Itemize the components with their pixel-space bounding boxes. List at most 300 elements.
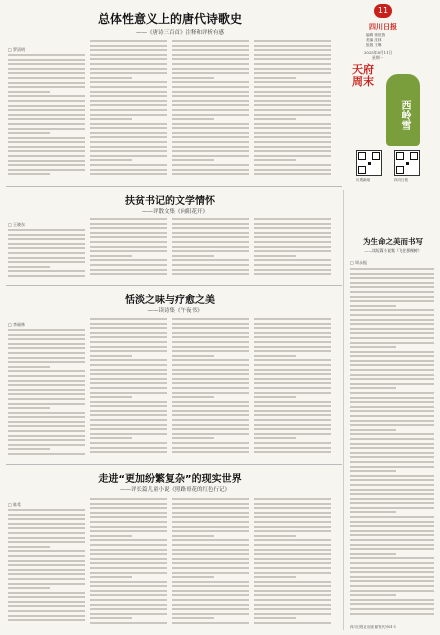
text-line: [90, 72, 167, 74]
text-line: [8, 338, 85, 340]
text-line: [90, 132, 167, 134]
text-line: [8, 389, 85, 391]
text-line: [172, 392, 249, 394]
text-line: [90, 118, 132, 120]
text-line: [90, 45, 167, 47]
text-line: [172, 104, 249, 106]
article-4-col-2: [90, 498, 167, 627]
text-line: [254, 236, 331, 238]
text-line: [350, 539, 434, 541]
text-line: [8, 546, 50, 548]
page-number-badge: [374, 4, 392, 18]
text-line: [90, 442, 167, 444]
text-line: [8, 229, 85, 231]
text-line: [172, 269, 249, 271]
text-line: [254, 250, 331, 252]
text-line: [8, 541, 85, 543]
text-line: [8, 357, 85, 359]
text-line: [172, 169, 249, 171]
text-line: [8, 270, 85, 272]
text-line: [254, 373, 331, 375]
text-line: [254, 433, 331, 435]
article-4-col-4: [254, 498, 331, 627]
text-line: [8, 398, 85, 400]
text-line: [254, 146, 331, 148]
text-line: [350, 557, 434, 559]
text-line: [90, 401, 167, 403]
text-line: [254, 72, 331, 74]
text-line: [172, 410, 249, 412]
text-line: [172, 594, 249, 596]
text-line: [8, 86, 85, 88]
text-line: [90, 54, 167, 56]
text-line: [254, 544, 331, 546]
text-line: [350, 378, 434, 380]
text-line: [254, 150, 331, 152]
text-line: [254, 54, 331, 56]
text-line: [90, 95, 167, 97]
text-line: [350, 392, 434, 394]
text-line: [350, 489, 434, 491]
article-1-col-2: [90, 40, 167, 182]
text-line: [254, 49, 331, 51]
text-line: [90, 562, 167, 564]
text-line: [350, 553, 396, 555]
text-line: [8, 425, 85, 427]
text-line: [350, 466, 434, 468]
text-line: [8, 370, 85, 372]
text-line: [350, 438, 434, 440]
text-line: [90, 146, 167, 148]
text-line: [254, 327, 331, 329]
text-line: [254, 382, 331, 384]
text-line: [90, 424, 167, 426]
text-line: [254, 608, 331, 610]
text-line: [8, 421, 85, 423]
text-line: [90, 150, 167, 152]
text-line: [350, 319, 434, 321]
editor-line-2: 美编 沈林: [366, 38, 382, 42]
text-line: [172, 549, 249, 551]
text-line: [8, 352, 85, 354]
text-line: [254, 341, 331, 343]
text-line: [90, 451, 167, 453]
text-line: [90, 159, 132, 161]
text-line: [350, 516, 434, 518]
text-line: [8, 63, 85, 65]
text-line: [254, 100, 331, 102]
qr-caption-2: 四川日报: [394, 178, 408, 182]
text-line: [172, 63, 249, 65]
text-line: [8, 615, 85, 617]
text-line: [254, 259, 331, 261]
text-line: [350, 576, 434, 578]
article-3-col-3: [172, 318, 249, 459]
text-line: [350, 567, 434, 569]
text-line: [8, 375, 85, 377]
text-line: [254, 369, 331, 371]
text-line: [254, 164, 331, 166]
text-line: [350, 332, 434, 334]
qr-code-1: [356, 150, 382, 176]
text-line: [90, 553, 167, 555]
text-line: [8, 266, 50, 268]
text-line: [90, 617, 132, 619]
text-line: [350, 420, 434, 422]
text-line: [254, 246, 331, 248]
text-line: [90, 590, 167, 592]
text-line: [90, 104, 167, 106]
text-line: [8, 518, 85, 520]
text-line: [172, 91, 249, 93]
text-line: [172, 72, 249, 74]
text-line: [90, 535, 132, 537]
text-line: [8, 583, 85, 585]
text-line: [90, 447, 167, 449]
text-line: [90, 581, 167, 583]
text-line: [90, 433, 167, 435]
text-line: [8, 601, 85, 603]
article-2-col-1: [8, 229, 85, 281]
text-line: [90, 530, 167, 532]
text-line: [254, 585, 331, 587]
text-line: [90, 359, 167, 361]
text-line: [350, 328, 434, 330]
text-line: [350, 613, 434, 615]
text-line: [254, 604, 331, 606]
text-line: [254, 269, 331, 271]
text-line: [172, 405, 249, 407]
text-line: [254, 428, 331, 430]
issue-weekday: 星期一: [372, 55, 384, 60]
text-line: [90, 396, 132, 398]
text-line: [90, 218, 167, 220]
divider-3: [6, 464, 342, 465]
text-line: [8, 68, 85, 70]
text-line: [172, 54, 249, 56]
text-line: [254, 562, 331, 564]
text-line: [8, 141, 85, 143]
text-line: [254, 498, 331, 500]
text-line: [8, 59, 85, 61]
text-line: [172, 336, 249, 338]
text-line: [172, 155, 249, 157]
editor-line-1: 编辑 蒋世燕: [366, 33, 386, 37]
text-line: [172, 567, 249, 569]
text-line: [350, 277, 434, 279]
text-line: [254, 572, 331, 574]
text-line: [8, 54, 85, 56]
text-line: [254, 594, 331, 596]
text-line: [172, 521, 249, 523]
text-line: [8, 261, 85, 263]
text-line: [350, 273, 434, 275]
text-line: [254, 590, 331, 592]
text-line: [172, 572, 249, 574]
text-line: [8, 77, 85, 79]
text-line: [254, 401, 331, 403]
text-line: [254, 451, 331, 453]
text-line: [90, 223, 167, 225]
text-line: [254, 437, 296, 439]
text-line: [90, 127, 167, 129]
text-line: [254, 530, 331, 532]
text-line: [8, 532, 85, 534]
text-line: [350, 534, 434, 536]
text-line: [254, 617, 296, 619]
text-line: [254, 58, 331, 60]
text-line: [90, 236, 167, 238]
text-line: [8, 509, 85, 511]
text-line: [254, 91, 331, 93]
text-line: [254, 539, 331, 541]
text-line: [8, 247, 85, 249]
text-line: [254, 447, 331, 449]
text-line: [90, 526, 167, 528]
text-line: [350, 364, 434, 366]
text-line: [8, 234, 85, 236]
column-logo-xiling: [386, 74, 420, 146]
text-line: [172, 437, 214, 439]
text-line: [254, 169, 331, 171]
text-line: [254, 414, 331, 416]
text-line: [254, 123, 331, 125]
text-line: [90, 604, 167, 606]
text-line: [8, 366, 50, 368]
text-line: [172, 40, 249, 42]
text-line: [172, 246, 249, 248]
text-line: [90, 507, 167, 509]
text-line: [254, 387, 331, 389]
article-3-col-1: [8, 329, 85, 459]
text-line: [8, 243, 85, 245]
text-line: [90, 259, 167, 261]
text-line: [8, 155, 85, 157]
text-line: [254, 132, 331, 134]
text-line: [350, 511, 396, 513]
text-line: [8, 123, 85, 125]
page-number: 11: [377, 6, 389, 15]
text-line: [90, 49, 167, 51]
paper-logo: 四川日报: [369, 23, 397, 31]
text-line: [172, 318, 249, 320]
text-line: [90, 437, 132, 439]
text-line: [90, 81, 167, 83]
text-line: [254, 63, 331, 65]
text-line: [90, 141, 167, 143]
text-line: [8, 560, 85, 562]
text-line: [90, 327, 167, 329]
text-line: [350, 456, 434, 458]
text-line: [90, 373, 167, 375]
text-line: [172, 49, 249, 51]
article-2-col-4: [254, 218, 331, 281]
issue-date: 2025年8月11日: [364, 50, 393, 55]
text-line: [172, 255, 214, 257]
text-line: [90, 576, 132, 578]
text-line: [172, 77, 214, 79]
text-line: [350, 507, 434, 509]
text-line: [90, 387, 167, 389]
text-line: [350, 415, 434, 417]
text-line: [172, 442, 249, 444]
text-line: [8, 412, 85, 414]
article-4-byline: □ 陈希: [8, 502, 22, 507]
text-line: [90, 392, 167, 394]
text-line: [90, 255, 132, 257]
text-line: [90, 332, 167, 334]
article-3-byline: □ 李福林: [8, 322, 26, 327]
text-line: [172, 227, 249, 229]
text-line: [350, 599, 434, 601]
text-line: [8, 416, 85, 418]
text-line: [254, 526, 331, 528]
text-line: [254, 535, 296, 537]
text-line: [8, 95, 85, 97]
text-line: [350, 360, 434, 362]
right-column-divider: [343, 190, 344, 630]
text-line: [8, 564, 85, 566]
text-line: [172, 544, 249, 546]
text-line: [254, 512, 331, 514]
article-3-col-2: [90, 318, 167, 459]
text-line: [350, 305, 396, 307]
text-line: [172, 526, 249, 528]
text-line: [172, 159, 214, 161]
text-line: [8, 380, 85, 382]
text-line: [90, 539, 167, 541]
text-line: [172, 150, 249, 152]
text-line: [172, 100, 249, 102]
text-line: [172, 346, 249, 348]
text-line: [254, 232, 331, 234]
text-line: [8, 555, 85, 557]
text-line: [350, 452, 434, 454]
text-line: [254, 558, 331, 560]
text-line: [172, 109, 249, 111]
text-line: [254, 68, 331, 70]
text-line: [90, 155, 167, 157]
text-line: [350, 475, 434, 477]
text-line: [172, 218, 249, 220]
text-line: [90, 318, 167, 320]
text-line: [350, 355, 434, 357]
text-line: [254, 622, 331, 624]
text-line: [172, 396, 214, 398]
text-line: [172, 599, 249, 601]
text-line: [8, 444, 85, 446]
text-line: [350, 387, 396, 389]
text-line: [350, 525, 434, 527]
text-line: [254, 241, 331, 243]
text-line: [8, 160, 85, 162]
article-4-title: 走进“更加纷繁复杂”的现实世界: [98, 474, 242, 485]
text-line: [8, 407, 50, 409]
text-line: [172, 359, 249, 361]
text-line: [90, 109, 167, 111]
text-line: [172, 327, 249, 329]
text-line: [172, 530, 249, 532]
text-line: [90, 544, 167, 546]
text-line: [172, 613, 249, 615]
text-line: [172, 250, 249, 252]
text-line: [254, 227, 331, 229]
text-line: [90, 585, 167, 587]
text-line: [8, 128, 85, 130]
text-line: [8, 453, 85, 455]
article-2-subtitle: ——评散文集《向阳花开》: [141, 209, 208, 215]
text-line: [350, 571, 434, 573]
text-line: [172, 447, 249, 449]
text-line: [8, 150, 85, 152]
text-line: [172, 424, 249, 426]
text-line: [172, 507, 249, 509]
text-line: [90, 512, 167, 514]
text-line: [254, 553, 331, 555]
text-line: [172, 433, 249, 435]
text-line: [172, 364, 249, 366]
text-line: [254, 255, 296, 257]
text-line: [350, 493, 434, 495]
text-line: [172, 232, 249, 234]
text-line: [172, 95, 249, 97]
text-line: [350, 447, 434, 449]
text-line: [254, 355, 296, 357]
text-line: [254, 410, 331, 412]
text-line: [172, 259, 249, 261]
text-line: [350, 548, 434, 550]
text-line: [172, 136, 249, 138]
text-line: [350, 562, 434, 564]
article-2-col-3: [172, 218, 249, 281]
text-line: [350, 397, 434, 399]
text-line: [8, 347, 85, 349]
article-4-subtitle: ——评长篇儿童小说《照路哥花的红色行记》: [119, 487, 230, 493]
text-line: [172, 512, 249, 514]
text-line: [254, 114, 331, 116]
text-line: [172, 608, 249, 610]
text-line: [172, 553, 249, 555]
text-line: [172, 373, 249, 375]
text-line: [8, 393, 85, 395]
text-line: [350, 590, 434, 592]
text-line: [8, 514, 85, 516]
text-line: [8, 523, 85, 525]
text-line: [254, 521, 331, 523]
article-1-subtitle: ——《唐诗三百首》注释和评析有感: [135, 30, 224, 36]
text-line: [90, 498, 167, 500]
text-line: [254, 419, 331, 421]
text-line: [90, 169, 167, 171]
text-line: [254, 549, 331, 551]
text-line: [254, 378, 331, 380]
text-line: [8, 275, 85, 277]
text-line: [90, 355, 132, 357]
text-line: [90, 63, 167, 65]
text-line: [90, 369, 167, 371]
text-line: [350, 544, 434, 546]
text-line: [172, 622, 249, 624]
text-line: [90, 241, 167, 243]
text-line: [172, 451, 249, 453]
text-line: [350, 369, 434, 371]
text-line: [172, 585, 249, 587]
text-line: [350, 314, 434, 316]
text-line: [90, 414, 167, 416]
text-line: [254, 396, 296, 398]
text-line: [90, 227, 167, 229]
text-line: [90, 114, 167, 116]
